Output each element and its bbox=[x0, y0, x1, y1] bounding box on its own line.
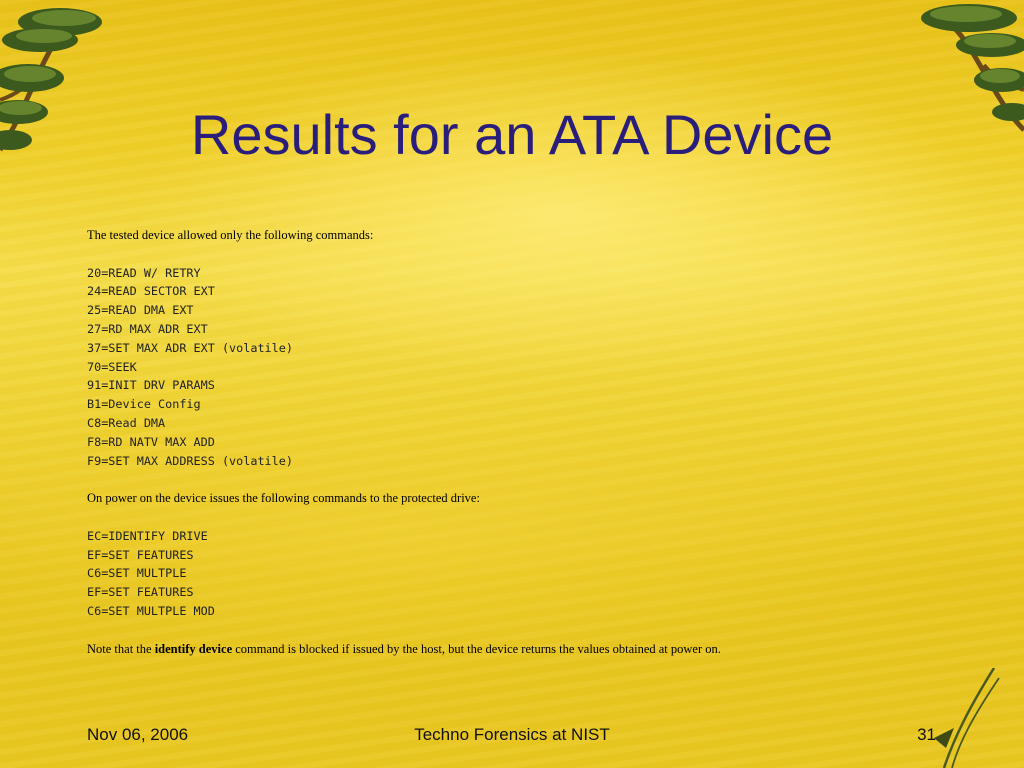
note-bold-term: identify device bbox=[154, 641, 233, 656]
footer-title: Techno Forensics at NIST bbox=[414, 725, 610, 744]
allowed-command-item: 25=READ DMA EXT bbox=[87, 303, 194, 318]
footer-date: Nov 06, 2006 bbox=[87, 725, 189, 744]
slide-number: 31 bbox=[917, 725, 936, 744]
allowed-command-item: B1=Device Config bbox=[87, 397, 201, 412]
note-suffix: command is blocked if issued by the host, but the device returns the values obtained at power on. bbox=[232, 641, 721, 656]
grass-blade-icon bbox=[924, 668, 1004, 768]
note-prefix: Note that the bbox=[87, 641, 155, 656]
slide-title: Results for an ATA Device bbox=[190, 103, 834, 166]
power-on-command-item: C6=SET MULTPLE MOD bbox=[87, 603, 215, 618]
allowed-command-item: 20=READ W/ RETRY bbox=[87, 265, 201, 280]
allowed-command-item: F8=RD NATV MAX ADD bbox=[87, 434, 215, 449]
allowed-command-item: C8=Read DMA bbox=[87, 415, 166, 430]
allowed-command-item: F9=SET MAX ADDRESS (volatile) bbox=[87, 453, 293, 468]
power-on-command-item: EF=SET FEATURES bbox=[87, 547, 194, 562]
spacer bbox=[87, 245, 967, 264]
spacer bbox=[87, 508, 967, 527]
power-on-command-item: EF=SET FEATURES bbox=[87, 585, 194, 600]
allowed-command-item: 27=RD MAX ADR EXT bbox=[87, 321, 208, 336]
power-on-command-item: EC=IDENTIFY DRIVE bbox=[87, 528, 208, 543]
power-on-command-item: C6=SET MULTPLE bbox=[87, 566, 187, 581]
slide-body bbox=[87, 226, 967, 658]
allowed-command-item: 37=SET MAX ADR EXT (volatile) bbox=[87, 340, 293, 355]
spacer bbox=[87, 621, 967, 640]
allowed-command-item: 24=READ SECTOR EXT bbox=[87, 284, 215, 299]
allowed-command-item: 91=INIT DRV PARAMS bbox=[87, 378, 215, 393]
intro-text: The tested device allowed only the following commands: bbox=[87, 228, 374, 242]
spacer bbox=[87, 470, 967, 489]
allowed-command-item: 70=SEEK bbox=[87, 359, 137, 374]
power-on-intro-text: On power on the device issues the following commands to the protected drive: bbox=[87, 491, 480, 506]
note-text bbox=[87, 640, 967, 659]
